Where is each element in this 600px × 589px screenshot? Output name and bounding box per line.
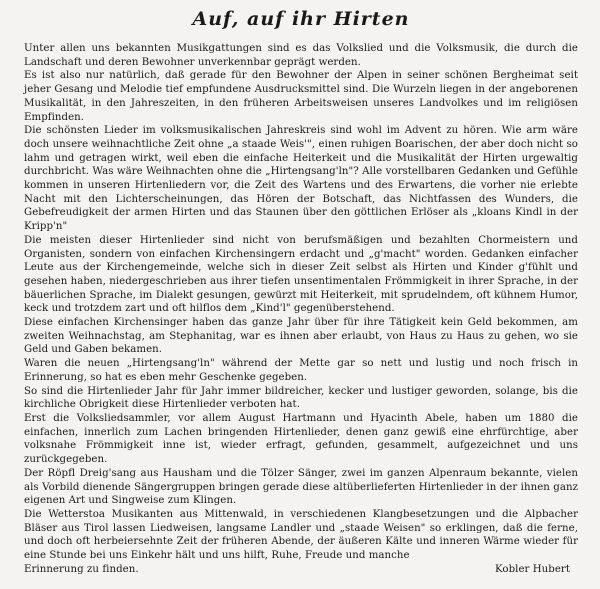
final-line xyxy=(24,563,578,577)
final-paragraph-end: Erinnerung zu finden. xyxy=(24,563,139,575)
body-text xyxy=(24,42,578,576)
paragraph: Erst die Volksliedsammler, vor allem August Hartmann und Hyacinth Abele, haben um 1880 die einfachen, innerlich zum Lachen bringenden Hirtenlieder, denen ganz gewiß eine ehrfürchtige, aber volksnahe Frömmigkeit inne ist, wieder erfragt, gefunden, gesammelt, aufgezeichnet und uns zurückgegeben. xyxy=(24,412,578,466)
paragraph: Es ist also nur natürlich, daß gerade für den Bewohner der Alpen in seiner schönen Bergheimat seit jeher Gesang und Melodie tief empfundene Ausdrucksmittel sind. Die Wurzeln liegen in der angeborenen Musikalität, in den Jahreszeiten, in den früheren Arbeitsweisen unseres Landvolkes und im religiösen Empfinden. xyxy=(24,70,578,123)
paragraph: So sind die Hirtenlieder Jahr für Jahr immer bildreicher, kecker und lustiger geworden, solange, bis die kirchliche Obrigkeit diese Hirtenlieder verboten hat. xyxy=(24,385,578,411)
paragraph: Die meisten dieser Hirtenlieder sind nicht von berufsmäßigen und bezahlten Chormeistern und Organisten, sondern von einfachen Kirchensingern erdacht und „g'macht" worden. Gedanken einfacher Leute aus der Kirchengemeinde, welche sich in dieser Zeit selbst als Hirten und Kinder g'fühlt und gesehen haben, niedergeschrieben aus ihrer tiefen unsentimentalen Frömmigkeit in ihrer Sprache, in der bäuerlichen Sprache, im Dialekt gesungen, gewürzt mit Heiterkeit, mit sprudelndem, oft kühnem Humor, keck und trotzdem zart und oft hilflos dem „Kind'l" gegenüberstehend. xyxy=(24,234,578,315)
page-title: Auf, auf ihr Hirten xyxy=(192,8,410,30)
paragraph: Diese einfachen Kirchensinger haben das ganze Jahr über für ihre Tätigkeit kein Geld bekommen, am zweiten Weihnachstag, am Stephanitag, war es ihnen aber erlaubt, von Haus zu Haus zu gehen, wo sie Geld und Gaben bekamen. xyxy=(24,317,578,356)
final-paragraph: Die Wetterstoa Musikanten aus Mittenwald, in verschiedenen Klangbesetzungen und die Alpbacher Bläser aus Tirol lassen Liedweisen, langsame Landler und „staade Weisen" so erklingen, daß die ferne, und doch oft herbeiersehnte Zeit der früheren Abende, der äußeren Kälte und inneren Wärme wieder für eine Stunde bei uns Einkehr hält und uns hilft, Ruhe, Freude und manche xyxy=(24,508,578,562)
paragraph: Waren die neuen „Hirtengsang'ln" während der Mette gar so nett und lustig und noch frisch in Erinnerung, so hat es eben mehr Geschenke gegeben. xyxy=(24,358,578,383)
paragraph: Die schönsten Lieder im volksmusikalischen Jahreskreis sind wohl im Advent zu hören. Wie arm wäre doch unsere weihnachtliche Zeit ohne „a staade Weis'", einen ruhigen Boarischen, der aber doch nicht so lahm und getragen wirkt, weil eben die einfache Heiterkeit und die Musikalität der Hirten urgewaltig durchbricht. Was wäre Weihnachten ohne die „Hirtengsang'ln"? Alle vorstellbaren Gedanken und Gefühle kommen in unseren Hirtenliedern vor, die Zeit des Wartens und des Erwartens, die vorher nie erlebte Nacht mit den Lichterscheinungen, das Hören der Botschaft, das Nichtfassen des Wunders, die Gebefreudigkeit der armen Hirten und das Staunen über den göttlichen Erlöser als „kloans Kindl in der Kripp'n" xyxy=(24,125,578,233)
author-signature: Kobler Hubert xyxy=(495,563,570,575)
paragraph: Der Röpfl Dreig'sang aus Hausham und die Tölzer Sänger, zwei im ganzen Alpenraum bekannte, vielen als Vorbild dienende Sängergruppen bringen gerade diese altüberlieferten Hirtenlieder in der ihnen ganz eigenen Art und Singweise zum Klingen. xyxy=(24,467,578,507)
paragraph: Unter allen uns bekannten Musikgattungen sind es das Volkslied und die Volksmusik, die durch die Landschaft und deren Bewohner unverkennbar geprägt werden. xyxy=(24,43,578,68)
